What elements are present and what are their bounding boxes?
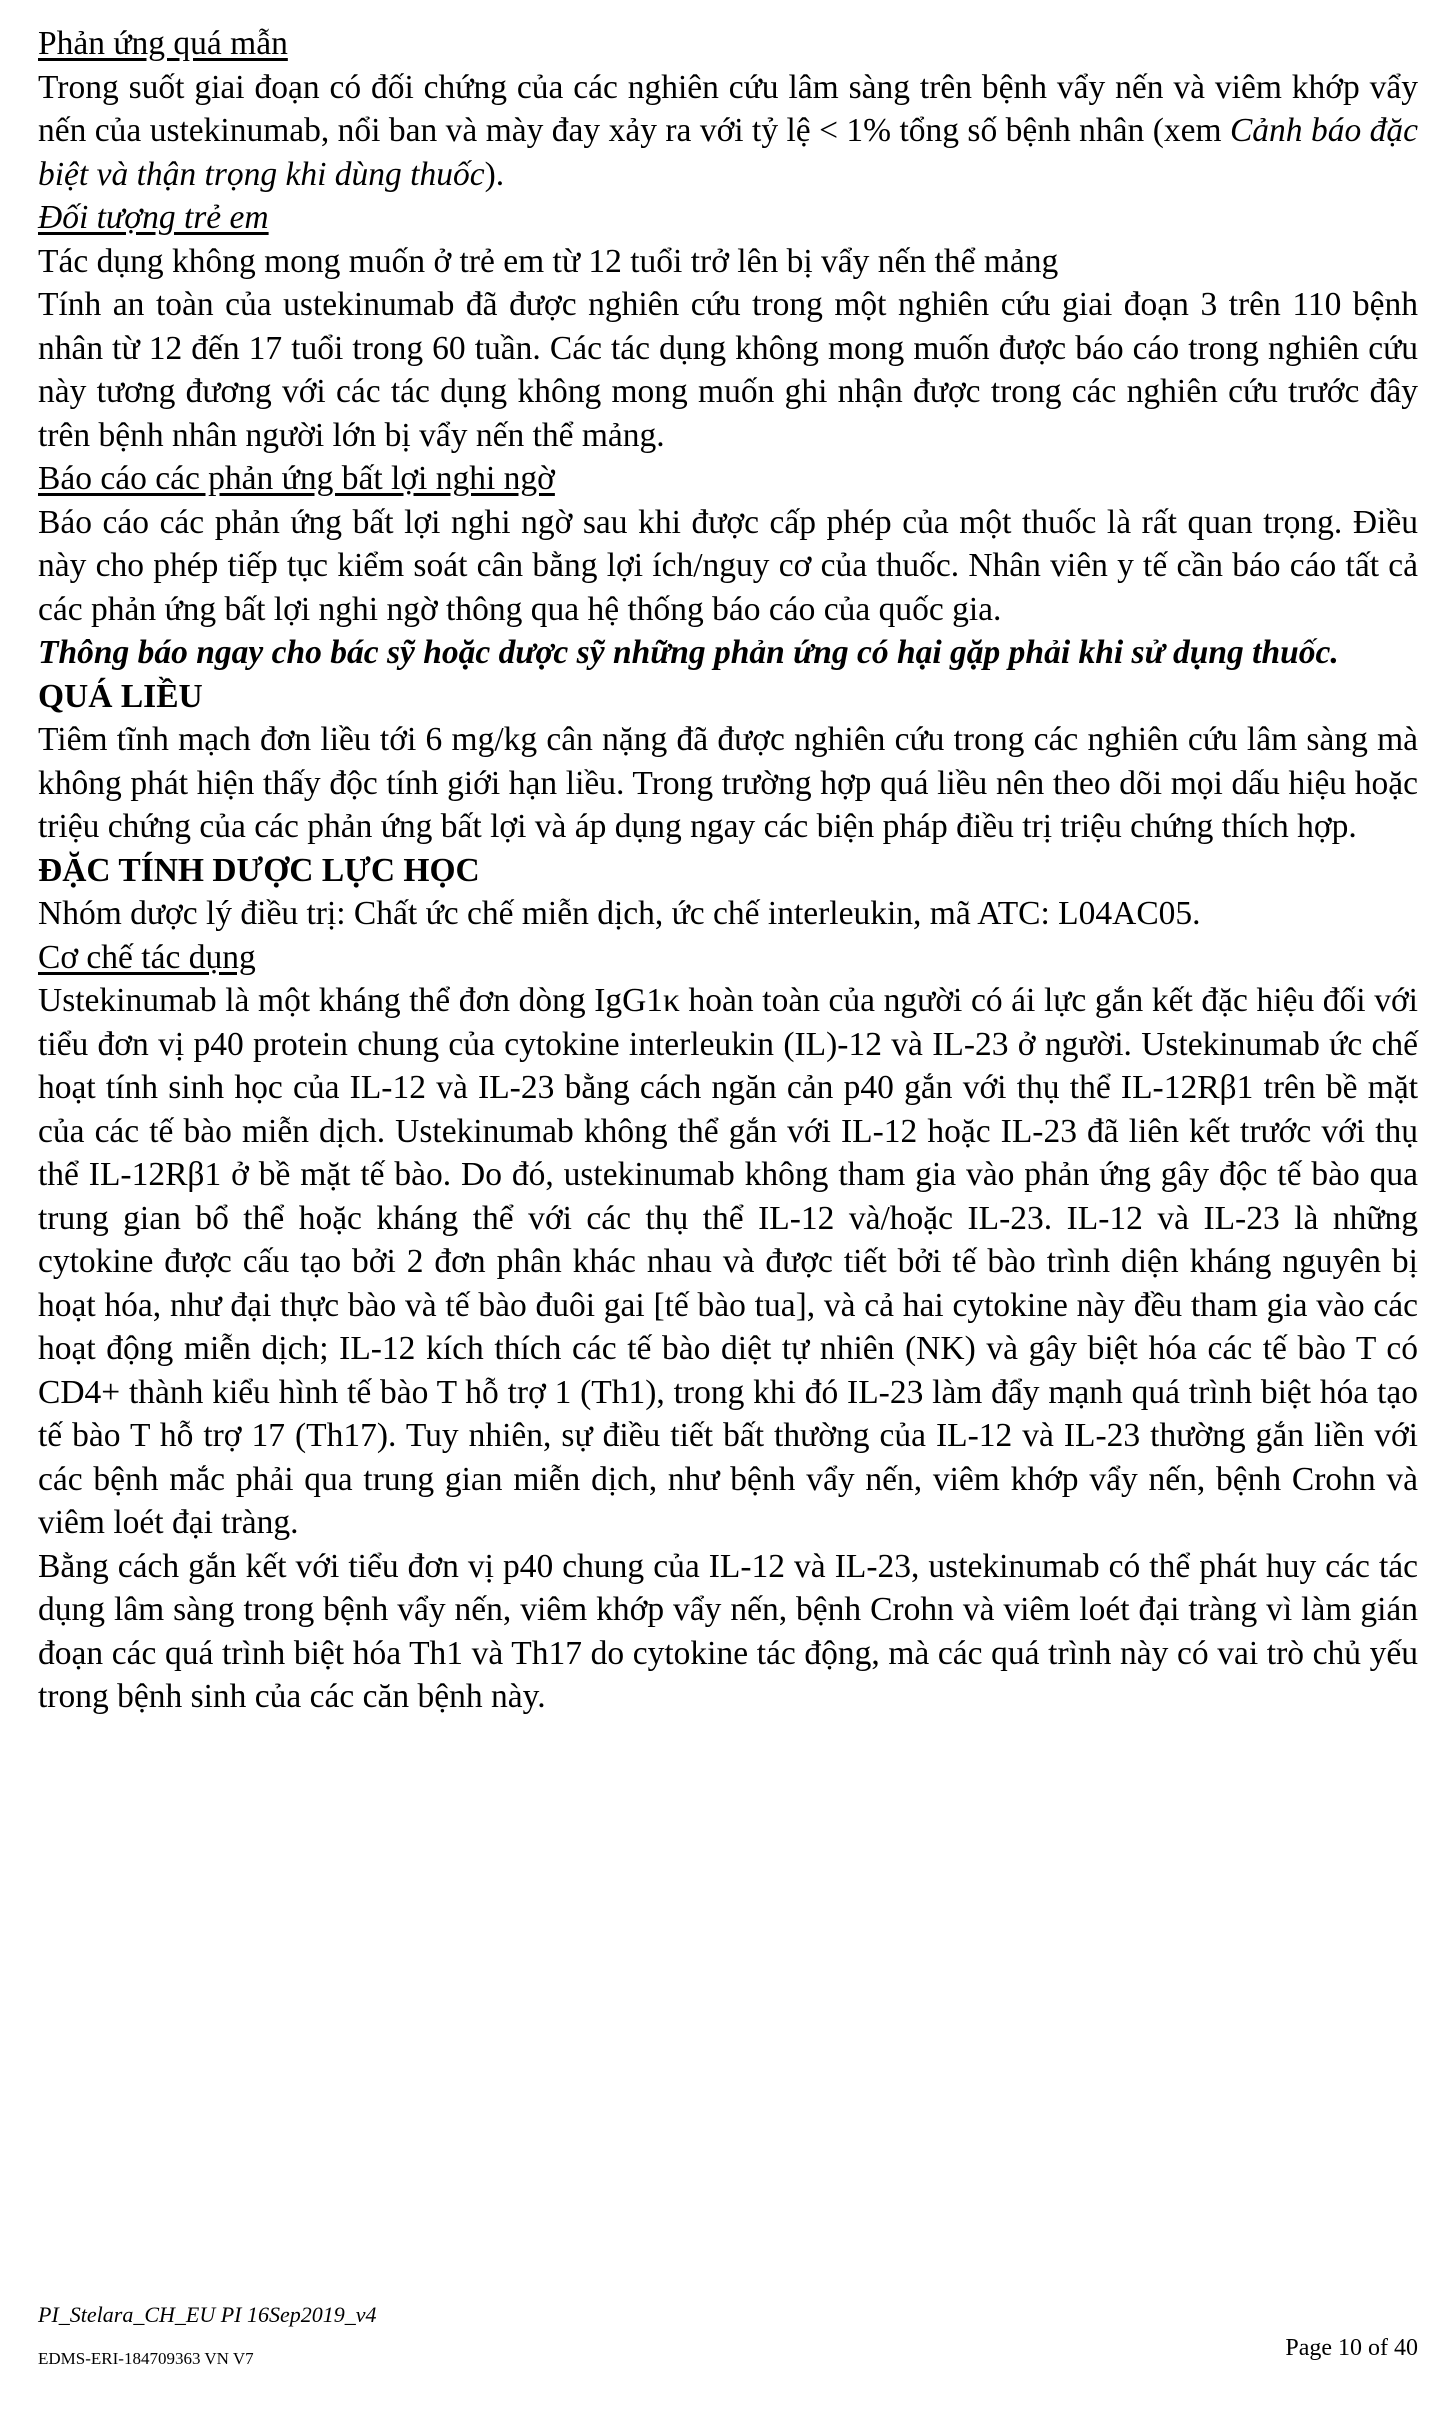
hypersensitivity-text-after: ).: [484, 155, 505, 193]
document-body: [38, 22, 1418, 1719]
footer-left: [38, 2300, 377, 2374]
pediatric-paragraph: Tính an toàn của ustekinumab đã được nghiên cứu trong một nghiên cứu giai đoạn 3 trên 110 bệnh nhân từ 12 đến 17 tuổi trong 60 tuần. Các tác dụng không mong muốn được báo cáo trong nghiên cứu này tương đương với các tác dụng không mong muốn ghi nhận được trong các nghiên cứu trước đây trên bệnh nhân người lớn bị vẩy nến thể mảng.: [38, 286, 1418, 454]
overdose-paragraph: Tiêm tĩnh mạch đơn liều tới 6 mg/kg cân nặng đã được nghiên cứu trong các nghiên cứu lâm sàng mà không phát hiện thấy độc tính giới hạn liều. Trong trường hợp quá liều nên theo dõi mọi dấu hiệu hoặc triệu chứng của các phản ứng bất lợi và áp dụng ngay các biện pháp điều trị triệu chứng thích hợp.: [38, 721, 1418, 845]
pharmacodynamics-heading: ĐẶC TÍNH DƯỢC LỰC HỌC: [38, 851, 480, 889]
hypersensitivity-text-italic: Cảnh báo đặc biệt và thận trọng khi dùng thuốc: [38, 112, 1418, 193]
hypersensitivity-paragraph: [38, 66, 1418, 197]
reporting-paragraph: Báo cáo các phản ứng bất lợi nghi ngờ sau khi được cấp phép của một thuốc là rất quan trọng. Điều này cho phép tiếp tục kiểm soát cân bằng lợi ích/nguy cơ của thuốc. Nhân viên y tế cần báo cáo tất cả các phản ứng bất lợi nghi ngờ thông qua hệ thống báo cáo của quốc gia.: [38, 503, 1418, 628]
pediatric-subheading: Tác dụng không mong muốn ở trẻ em từ 12 tuổi trở lên bị vẩy nến thể mảng: [38, 242, 1059, 280]
reporting-heading: Báo cáo các phản ứng bất lợi nghi ngờ: [38, 460, 555, 497]
mechanism-paragraph-1: Ustekinumab là một kháng thể đơn dòng IgG1κ hoàn toàn của người có ái lực gắn kết đặc hiệu đối với tiểu đơn vị p40 protein chung của cytokine interleukin (IL)-12 và IL-23 ở người. Ustekinumab ức chế hoạt tính sinh học của IL-12 và IL-23 bằng cách ngăn cản p40 gắn với thụ thể IL-12Rβ1 trên bề mặt của các tế bào miễn dịch. Ustekinumab không thể gắn với IL-12 hoặc IL-23 đã liên kết trước với thụ thể IL-12Rβ1 ở bề mặt tế bào. Do đó, ustekinumab không tham gia vào phản ứng gây độc tế bào qua trung gian bổ thể hoặc kháng thể với các thụ thể IL-12 và/hoặc IL-23. IL-12 và IL-23 là những cytokine được cấu tạo bởi 2 đơn phân khác nhau và được tiết bởi tế bào trình diện kháng nguyên bị hoạt hóa, như đại thực bào và tế bào đuôi gai [tế bào tua], và cả hai cytokine này đều tham gia vào các hoạt động miễn dịch; IL-12 kích thích các tế bào diệt tự nhiên (NK) và gây biệt hóa các tế bào T có CD4+ thành kiểu hình tế bào T hỗ trợ 1 (Th1), trong khi đó IL-23 làm đẩy mạnh quá trình biệt hóa tạo tế bào T hỗ trợ 17 (Th17). Tuy nhiên, sự điều tiết bất thường của IL-12 và IL-23 thường gắn liền với các bệnh mắc phải qua trung gian miễn dịch, như bệnh vẩy nến, viêm khớp vẩy nến, bệnh Crohn và viêm loét đại tràng.: [38, 982, 1418, 1541]
hypersensitivity-text-before: Trong suốt giai đoạn có đối chứng của các nghiên cứu lâm sàng trên bệnh vẩy nến và viêm khớp vẩy nến của ustekinumab, nổi ban và mày đay xảy ra với tỷ lệ < 1% tổng số bệnh nhân (xem: [38, 68, 1418, 149]
footer-doc-id: PI_Stelara_CH_EU PI 16Sep2019_v4: [38, 2302, 377, 2327]
pediatric-heading: [38, 196, 1418, 240]
notice-paragraph: Thông báo ngay cho bác sỹ hoặc dược sỹ những phản ứng có hại gặp phải khi sử dụng thuốc.: [38, 634, 1339, 671]
mechanism-heading: Cơ chế tác dụng: [38, 938, 256, 976]
pediatric-heading-text: Đối tượng trẻ em: [38, 199, 269, 236]
footer-edms: EDMS-ERI-184709363 VN V7: [38, 2349, 254, 2368]
pharmacodynamics-paragraph: Nhóm dược lý điều trị: Chất ức chế miễn dịch, ức chế interleukin, mã ATC: L04AC05.: [38, 895, 1201, 932]
mechanism-paragraph-2: Bằng cách gắn kết với tiểu đơn vị p40 chung của IL-12 và IL-23, ustekinumab có thể phát huy các tác dụng lâm sàng trong bệnh vẩy nến, viêm khớp vẩy nến, bệnh Crohn và viêm loét đại tràng vì làm gián đoạn các quá trình biệt hóa Th1 và Th17 do cytokine tác động, mà các quá trình này có vai trò chủ yếu trong bệnh sinh của các căn bệnh này.: [38, 1547, 1418, 1715]
footer-page-number: Page 10 of 40: [1285, 2335, 1418, 2361]
overdose-heading: QUÁ LIỀU: [38, 677, 203, 715]
hypersensitivity-heading: Phản ứng quá mẫn: [38, 25, 288, 62]
